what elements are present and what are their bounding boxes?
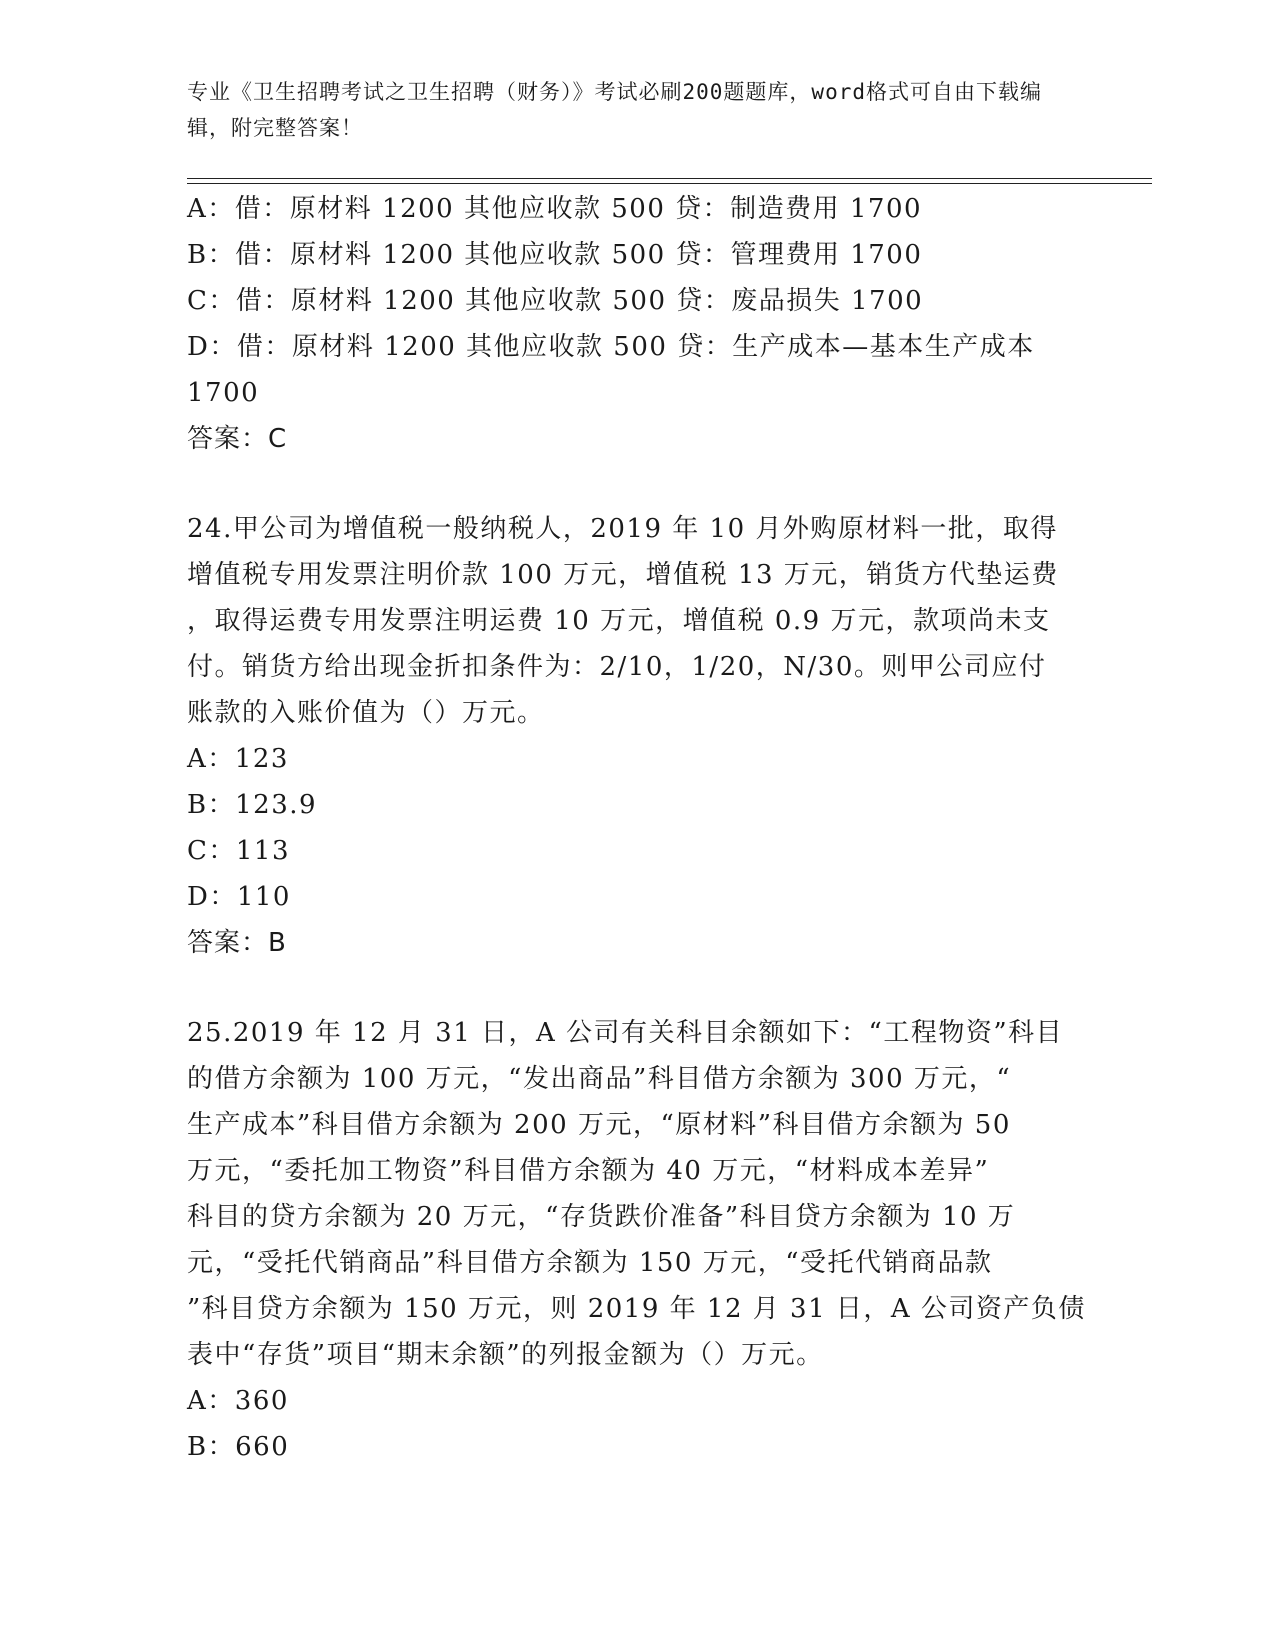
question-stem-line: 生产成本”科目借方余额为 200 万元，“原材料”科目借方余额为 50 <box>187 1110 1011 1140</box>
answer-text: 答案：B <box>187 928 287 958</box>
question-stem-line: 24.甲公司为增值税一般纳税人，2019 年 10 月外购原材料一批，取得 <box>187 514 1058 544</box>
option-c: C：借：原材料 1200 其他应收款 500 贷：废品损失 1700 <box>187 286 924 316</box>
question-stem-line: ”科目贷方余额为 150 万元，则 2019 年 12 月 31 日，A 公司资产负债 <box>187 1294 1086 1324</box>
option-d-continued: 1700 <box>187 378 260 408</box>
question-stem-line: 科目的贷方余额为 20 万元，“存货跌价准备”科目贷方余额为 10 万 <box>187 1202 1016 1232</box>
option-b: B：123.9 <box>187 790 318 820</box>
question-stem-line: 增值税专用发票注明价款 100 万元，增值税 13 万元，销货方代垫运费 <box>187 560 1059 590</box>
header-divider-bottom <box>187 183 1152 184</box>
question-stem-line: 25.2019 年 12 月 31 日，A 公司有关科目余额如下：“工程物资”科目 <box>187 1018 1064 1048</box>
spacer <box>187 966 1067 1010</box>
option-a: A：123 <box>187 744 289 774</box>
header-divider-top <box>187 178 1152 179</box>
question-stem-line: ，取得运费专用发票注明运费 10 万元，增值税 0.9 万元，款项尚未支 <box>187 606 1051 636</box>
question-stem-line: 的借方余额为 100 万元，“发出商品”科目借方余额为 300 万元，“ <box>187 1064 1012 1094</box>
option-b: B：借：原材料 1200 其他应收款 500 贷：管理费用 1700 <box>187 240 923 270</box>
option-a: A：借：原材料 1200 其他应收款 500 贷：制造费用 1700 <box>187 194 923 224</box>
option-a: A：360 <box>187 1386 289 1416</box>
question-content <box>187 186 1086 1470</box>
document-title: 专业《卫生招聘考试之卫生招聘（财务）》考试必刷200题题库，word格式可自由下载编辑，附完整答案！ <box>187 80 1042 140</box>
question-24 <box>187 506 1067 966</box>
question-stem-line: 付。销货方给出现金折扣条件为：2/10，1/20，N/30。则甲公司应付 <box>187 652 1047 682</box>
question-stem-line: 账款的入账价值为（）万元。 <box>187 698 545 728</box>
answer-text: 答案：C <box>187 424 288 454</box>
spacer <box>187 462 1067 506</box>
option-d: D：借：原材料 1200 其他应收款 500 贷：生产成本—基本生产成本 <box>187 332 1035 362</box>
option-c: C：113 <box>187 836 291 866</box>
question-stem-line: 表中“存货”项目“期末余额”的列报金额为（）万元。 <box>187 1340 824 1370</box>
option-b: B：660 <box>187 1432 290 1462</box>
question-stem-line: 元，“受托代销商品”科目借方余额为 150 万元，“受托代销商品款 <box>187 1248 993 1278</box>
question-stem-line: 万元，“委托加工物资”科目借方余额为 40 万元，“材料成本差异” <box>187 1156 990 1186</box>
option-d: D：110 <box>187 882 291 912</box>
question-25 <box>187 1010 1086 1470</box>
question-23 <box>187 186 1067 462</box>
